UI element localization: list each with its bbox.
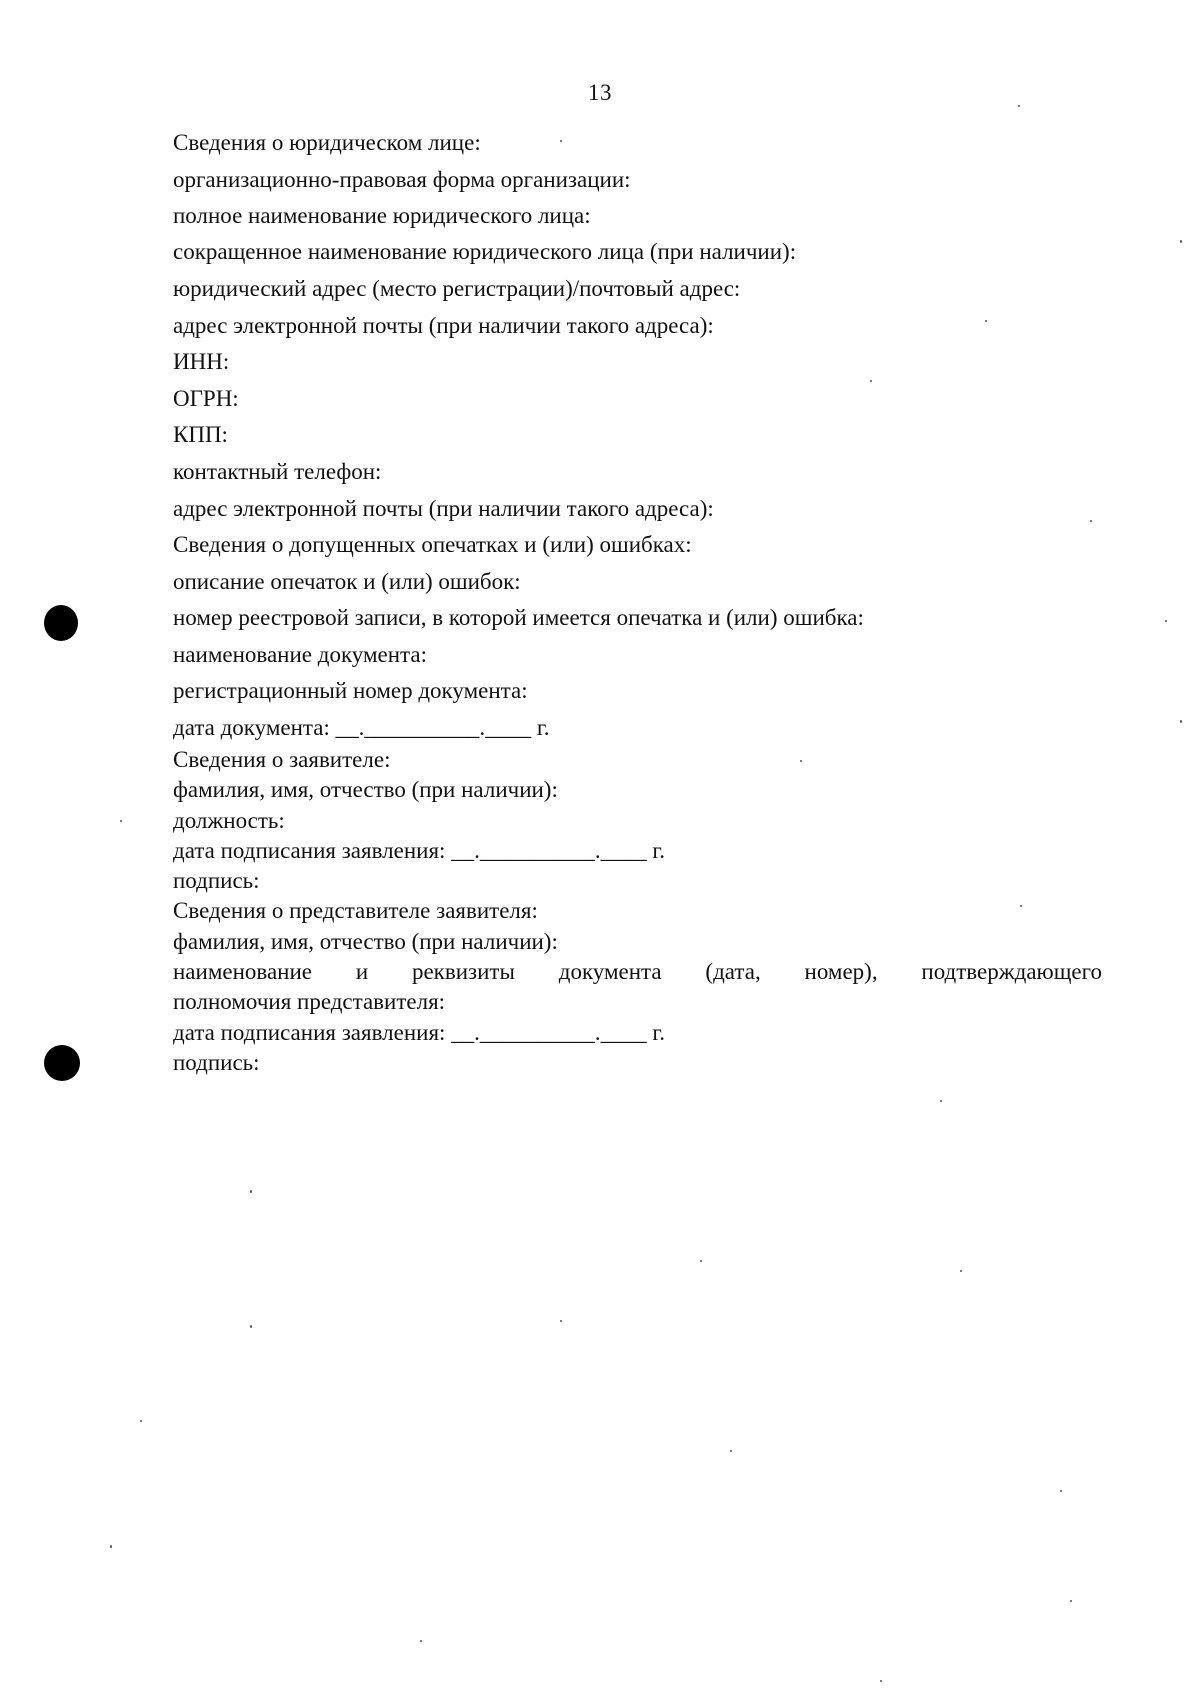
binder-hole-mark (44, 605, 78, 641)
field-authority-document: наименование и реквизиты документа (дата, номер), подтверждающего (173, 959, 1102, 984)
field-email-1: адрес электронной почты (при наличии такого адреса): (173, 313, 714, 338)
field-representative-fullname: фамилия, имя, отчество (при наличии): (173, 929, 558, 954)
field-document-date: дата документа: __.__________.____ г. (173, 715, 550, 740)
field-applicant-signature: подпись: (173, 868, 260, 893)
section-heading-errors: Сведения о допущенных опечатках и (или) ошибках: (173, 532, 692, 557)
field-document-name: наименование документа: (173, 642, 427, 667)
field-representative-signature: подпись: (173, 1050, 260, 1075)
field-registry-record-number: номер реестровой записи, в которой имеется опечатка и (или) ошибка: (173, 605, 864, 630)
section-heading-representative: Сведения о представителе заявителя: (173, 898, 538, 923)
field-applicant-sign-date: дата подписания заявления: __.__________.____ г. (173, 838, 666, 863)
field-position: должность: (173, 808, 285, 833)
field-representative-sign-date: дата подписания заявления: __.__________.____ г. (173, 1020, 666, 1045)
field-org-legal-form: организационно-правовая форма организации: (173, 167, 631, 192)
field-phone: контактный телефон: (173, 459, 382, 484)
field-inn: ИНН: (173, 349, 230, 374)
section-heading-legal-entity: Сведения о юридическом лице: (173, 130, 481, 155)
field-applicant-fullname: фамилия, имя, отчество (при наличии): (173, 777, 558, 802)
field-short-name: сокращенное наименование юридического лица (при наличии): (173, 239, 797, 264)
field-email-2: адрес электронной почты (при наличии такого адреса): (173, 496, 714, 521)
field-authority-document-cont: полномочия представителя: (173, 989, 446, 1014)
binder-hole-mark (44, 1045, 80, 1081)
field-full-name: полное наименование юридического лица: (173, 203, 591, 228)
page-number: 13 (588, 80, 612, 105)
field-ogrn: ОГРН: (173, 386, 239, 411)
field-registration-number: регистрационный номер документа: (173, 678, 528, 703)
section-heading-applicant: Сведения о заявителе: (173, 747, 391, 772)
field-legal-address: юридический адрес (место регистрации)/почтовый адрес: (173, 276, 741, 301)
field-errors-description: описание опечаток и (или) ошибок: (173, 569, 521, 594)
field-kpp: КПП: (173, 422, 228, 447)
